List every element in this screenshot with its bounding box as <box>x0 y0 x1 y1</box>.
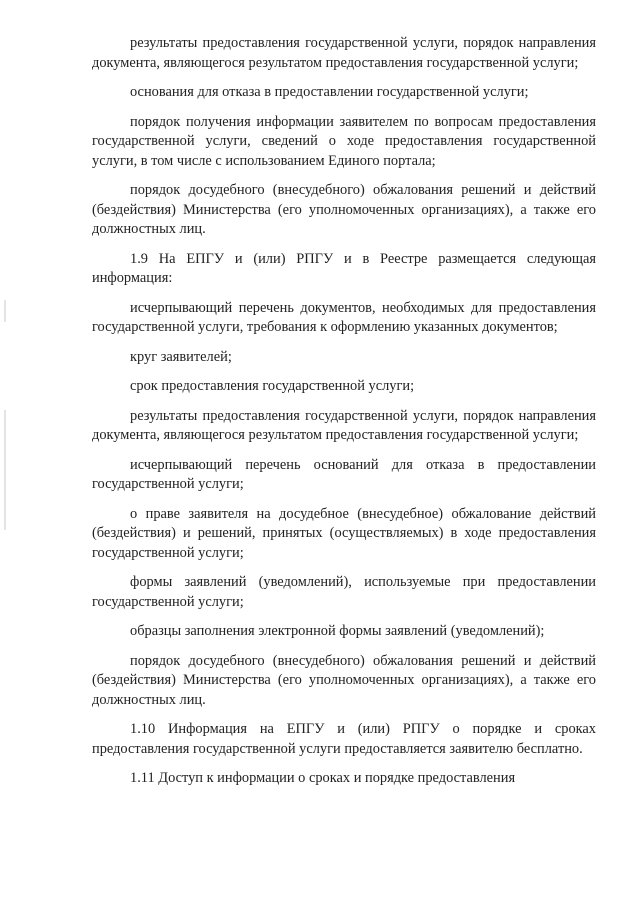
paragraph-results: результаты предоставления государственной услуги, порядок направления документа, являющегося результатом предоставления государственной услуги; <box>92 35 596 71</box>
paragraph-refusal-list: исчерпывающий перечень оснований для отказа в предоставлении государственной услуги; <box>92 456 596 492</box>
paragraph-term: срок предоставления государственной услуги; <box>130 378 415 394</box>
paragraph-refusal-grounds: основания для отказа в предоставлении государственной услуги; <box>130 84 529 100</box>
scan-edge-mark <box>4 300 6 322</box>
paragraph-results-2: результаты предоставления государственной услуги, порядок направления документа, являющегося результатом предоставления государственной услуги; <box>92 407 596 443</box>
paragraph-documents-list: исчерпывающий перечень документов, необходимых для предоставления государственной услуги, требования к оформлению указанных документов; <box>92 299 596 335</box>
paragraph-form-samples: образцы заполнения электронной формы заявлений (уведомлений); <box>130 623 545 639</box>
paragraph-applicants: круг заявителей; <box>130 348 232 365</box>
paragraph-appeal-procedure: порядок досудебного (внесудебного) обжалования решений и действий (бездействия) Министерства (его уполномоченных организациях), а также его должностных лиц. <box>92 182 596 237</box>
paragraph-info-procedure: порядок получения информации заявителем по вопросам предоставления государственной услуги, сведений о ходе предоставления государственной услуги, в том числе с использованием Единого портала; <box>92 113 596 169</box>
paragraph-appeal-procedure-2: порядок досудебного (внесудебного) обжалования решений и действий (бездействия) Министерства (его уполномоченных организациях), а также его должностных лиц. <box>92 652 596 708</box>
section-1-11: 1.11 Доступ к информации о сроках и порядке предоставления <box>130 770 516 786</box>
section-1-10: 1.10 Информация на ЕПГУ и (или) РПГУ о порядке и сроках предоставления государственной услуги предоставляется заявителю бесплатно. <box>92 721 596 757</box>
paragraph-forms: формы заявлений (уведомлений), используемые при предоставлении государственной услуги; <box>92 574 596 610</box>
paragraph-appeal-right: о праве заявителя на досудебное (внесудебное) обжалование действий (бездействия) и решений, принятых (осуществляемых) в ходе предоставления государственной услуги; <box>92 505 596 561</box>
scan-edge-mark <box>4 410 6 530</box>
section-1-9-heading: 1.9 На ЕПГУ и (или) РПГУ и в Реестре размещается следующая информация: <box>92 250 596 286</box>
document-page <box>92 34 596 799</box>
